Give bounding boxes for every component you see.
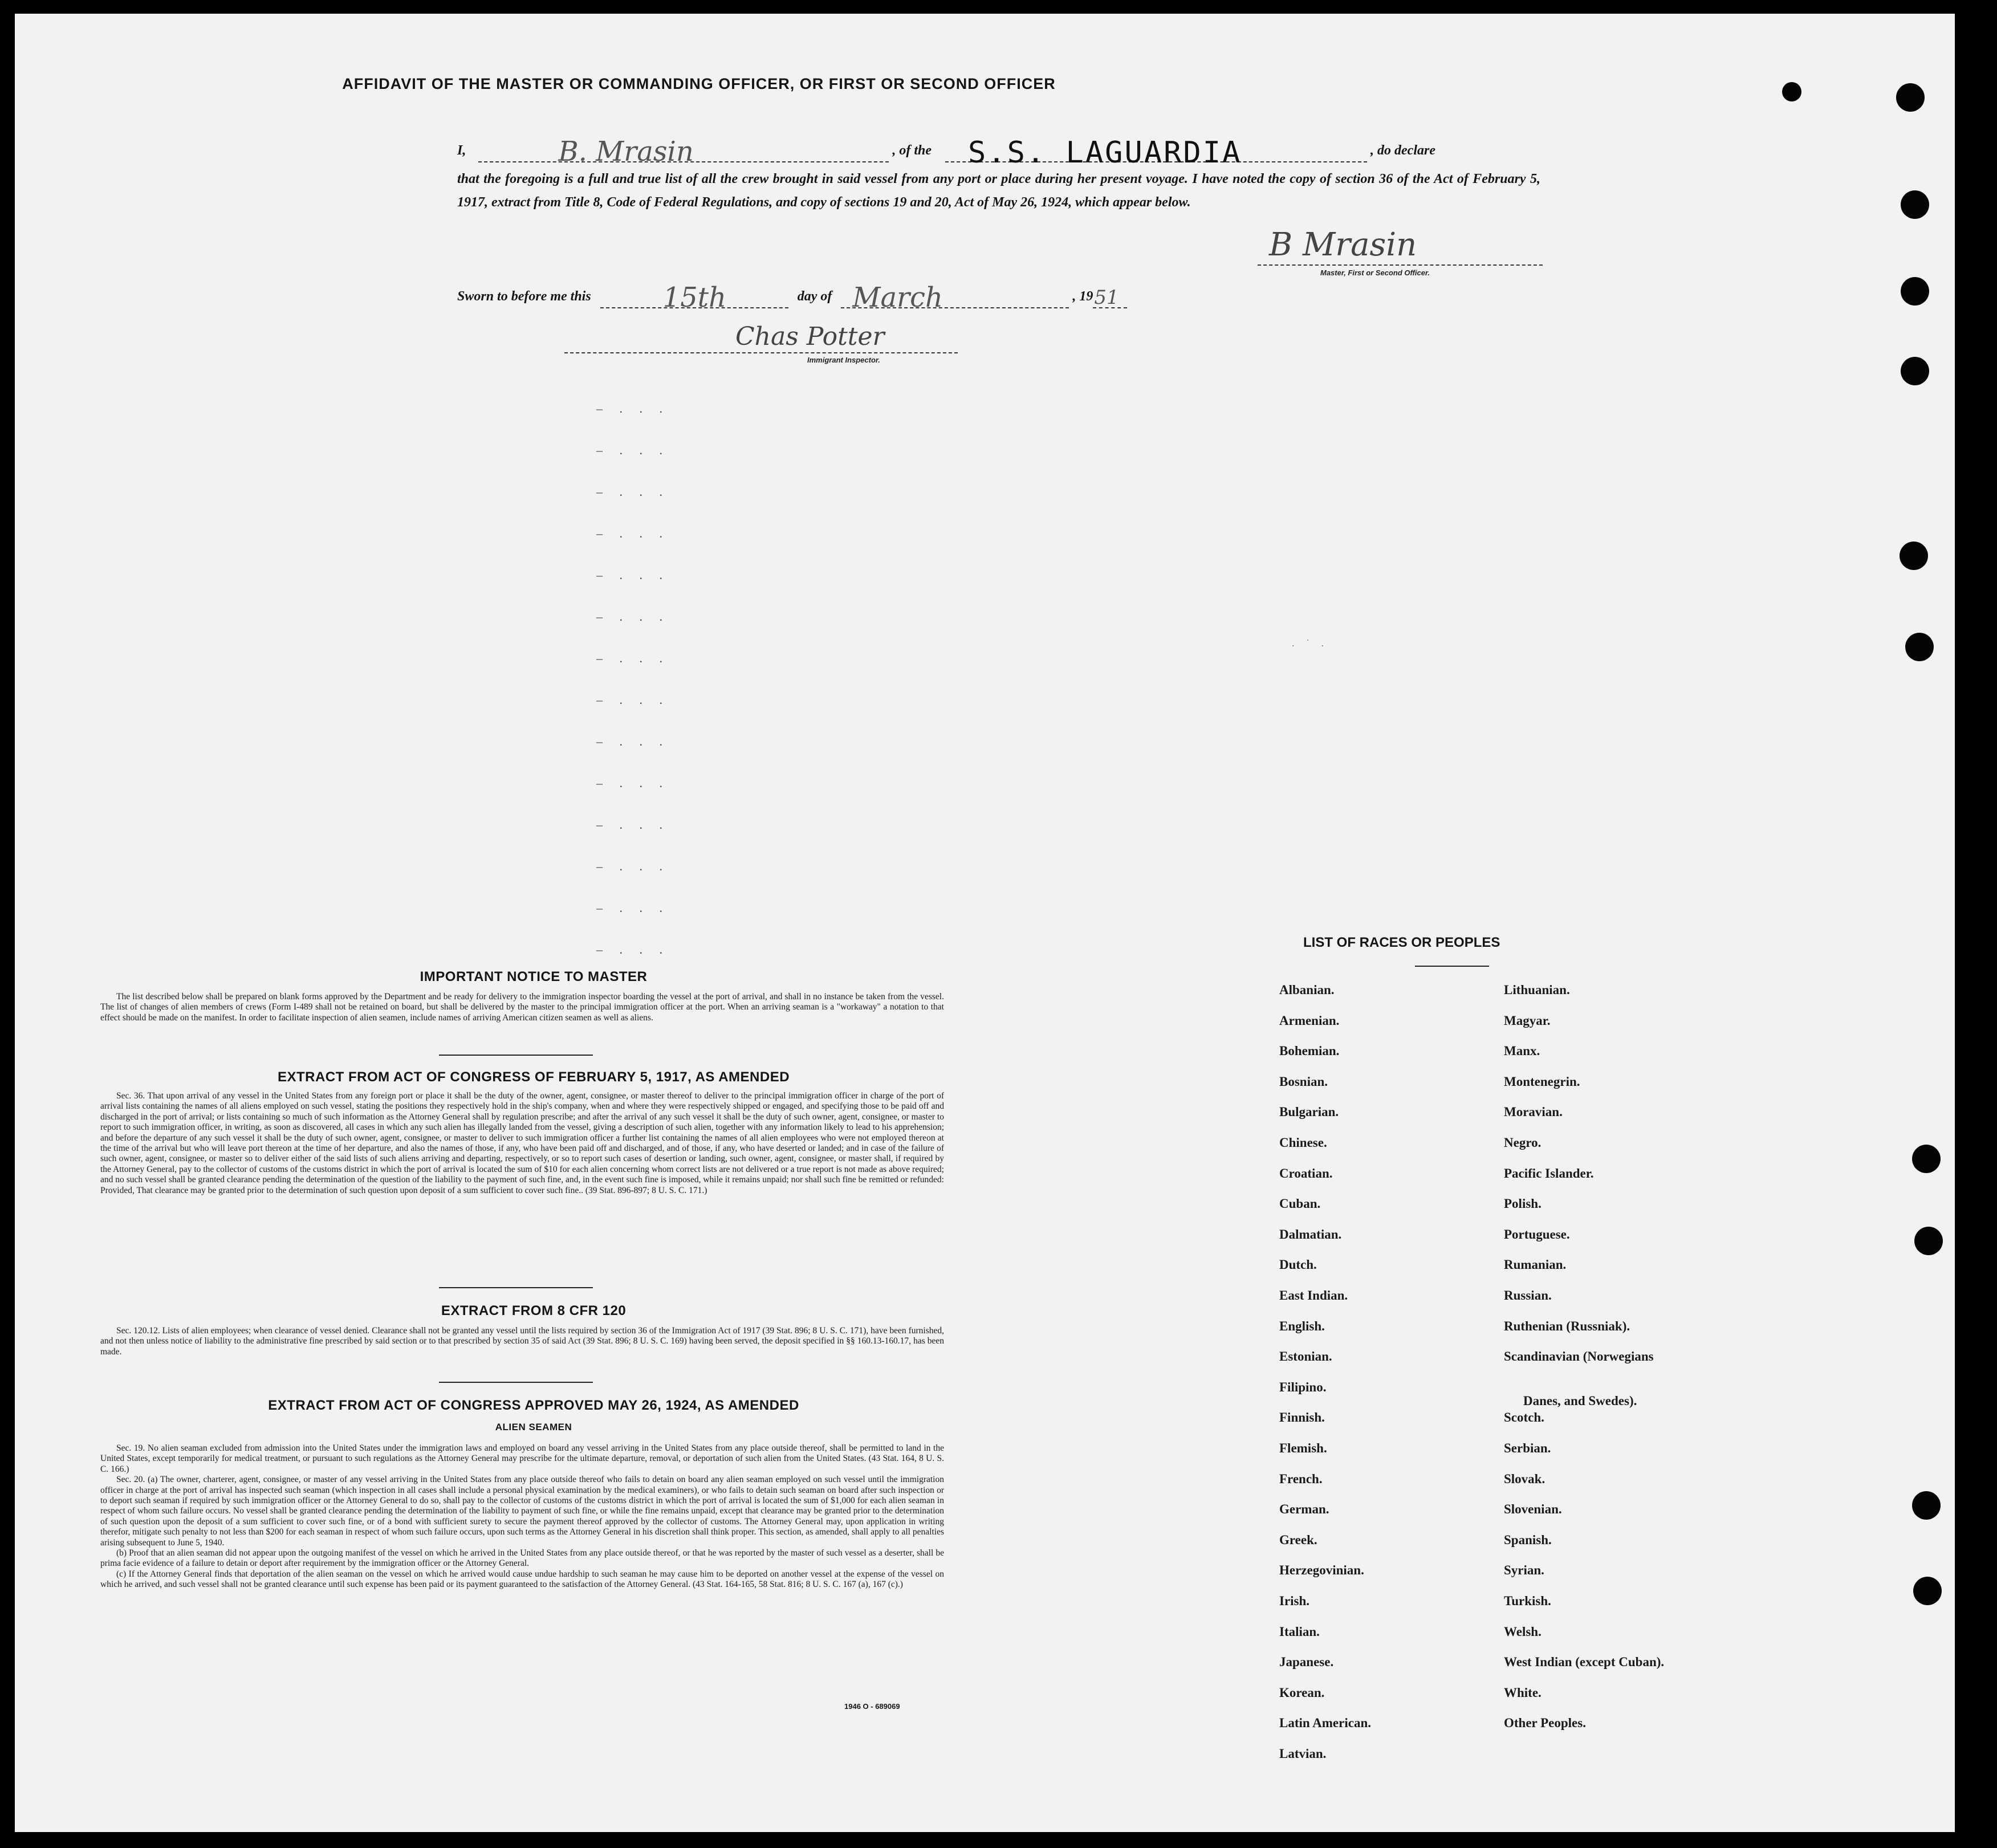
race-item: Rumanian. — [1504, 1257, 1567, 1272]
race-item: Polish. — [1504, 1196, 1542, 1211]
inspector-signature: Chas Potter — [735, 322, 885, 351]
divider — [439, 1287, 593, 1288]
year-suffix: 51 — [1094, 286, 1119, 309]
binder-hole — [1901, 190, 1929, 219]
race-item: Bulgarian. — [1279, 1105, 1339, 1120]
race-item: Cuban. — [1279, 1196, 1321, 1211]
race-item: Welsh. — [1504, 1624, 1542, 1639]
race-item: Filipino. — [1279, 1379, 1327, 1394]
race-item: English. — [1279, 1318, 1325, 1333]
sworn-line — [457, 282, 1312, 314]
year-field — [1093, 287, 1127, 308]
vessel-name: S.S. LAGUARDIA — [968, 136, 1242, 170]
inspector-signature-line — [564, 320, 958, 353]
master-signature-line — [1258, 219, 1543, 266]
race-item: Moravian. — [1504, 1105, 1563, 1120]
race-item: Bosnian. — [1279, 1074, 1328, 1089]
i-label: I, — [457, 143, 466, 158]
divider — [439, 1382, 593, 1383]
race-item: Dutch. — [1279, 1257, 1317, 1272]
race-item: Serbian. — [1504, 1441, 1551, 1455]
inspector-caption: Immigrant Inspector. — [807, 356, 880, 364]
race-item: Herzegovinian. — [1279, 1563, 1364, 1578]
binder-hole — [1896, 83, 1925, 112]
race-item: Korean. — [1279, 1685, 1325, 1700]
race-item: Scandinavian (Norwegians — [1504, 1349, 1654, 1364]
affidavit-body: that the foregoing is a full and true list of all the crew brought in said vessel from any port or place during her present voyage. I have noted the copy of section 36 of the Act of February 5, 1917, extract from Title 8, Code of Federal Regulations, and copy of sections 19 and 20, Act of May 26, 1924, which appear below. — [457, 172, 1540, 210]
do-declare-label: , do declare — [1370, 143, 1435, 158]
binder-hole — [1912, 1145, 1941, 1173]
race-item: Turkish. — [1504, 1594, 1551, 1608]
binder-hole — [1901, 277, 1929, 306]
divider — [1415, 966, 1489, 967]
binder-hole — [1901, 357, 1929, 385]
extract-1924-subtitle: ALIEN SEAMEN — [495, 1422, 572, 1432]
extract-1917-title: EXTRACT FROM ACT OF CONGRESS OF FEBRUARY 5, 1917, AS AMENDED — [277, 1069, 790, 1085]
race-item: Bohemian. — [1279, 1044, 1340, 1059]
divider — [439, 1055, 593, 1056]
officer-name-handwriting: B. Mrasin — [558, 136, 694, 168]
extract-cfr-title: EXTRACT FROM 8 CFR 120 — [441, 1303, 627, 1318]
race-item: Montenegrin. — [1504, 1074, 1580, 1089]
sworn-day: 15th — [662, 282, 726, 314]
race-item: White. — [1504, 1685, 1542, 1700]
scan-specks: . ˙ . — [1292, 637, 1328, 649]
day-of-label: day of — [797, 289, 832, 304]
race-item: Chinese. — [1279, 1135, 1327, 1150]
binder-hole — [1912, 1491, 1941, 1520]
race-item: Flemish. — [1279, 1441, 1327, 1455]
extract-1924-title: EXTRACT FROM ACT OF CONGRESS APPROVED MAY 26, 1924, AS AMENDED — [268, 1398, 799, 1413]
sec-20b-text: (b) Proof that an alien seaman did not appear upon the outgoing manifest of the vessel on which he arrived in the United States from any place outside thereof, or that he was reported by the master of such vessel as a deserter, shall be prima facie evidence of a failure to detain or deport after requirement by the immigration officer or the Attorney General. — [100, 1548, 944, 1569]
race-item: German. — [1279, 1502, 1329, 1517]
sworn-month-field — [841, 282, 1069, 314]
race-item: Armenian. — [1279, 1013, 1340, 1028]
race-item: Irish. — [1279, 1594, 1310, 1608]
print-code: 1946 O - 689069 — [844, 1702, 900, 1711]
sec-19-text: Sec. 19. No alien seaman excluded from admission into the United States under the immigration laws and employed on board any vessel arriving in the United States from any place outside thereof, shall be permitted to land in the United States, except temporarily for medical treatment, or pursuant to such regulations as the Attorney General may prescribe for the ultimate departure, removal, or deportation of such alien from the United States. (43 Stat. 164, 8 U. S. C. 166.) — [100, 1443, 944, 1474]
page-title: AFFIDAVIT OF THE MASTER OR COMMANDING OFFICER, OR FIRST OR SECOND OFFICER — [342, 75, 1056, 92]
master-signature: B Mrasin — [1269, 226, 1417, 263]
binder-hole — [1905, 633, 1934, 661]
binder-hole — [1782, 82, 1801, 101]
sec-20a-text: Sec. 20. (a) The owner, charterer, agent, consignee, or master of any vessel arriving in the United States from any place outside thereof who fails to detain on board any alien seaman employed on such vessel until the immigration officer in charge at the port of arrival has inspected such seaman (which inspection in all cases shall include a personal physical examination by the medical examiners), or who fails to detain such seaman on board after such inspection or to deport such seaman if required by such immigration officer or the Attorney General to do so, shall pay to the collector of customs of the customs district in which the port of arrival is located the sum of $1,000 for each alien seaman in respect of whom such failure occurs. No vessel shall be granted clearance pending the determination of the liability to payment of such fine, or while the fine remains unpaid, except that clearance may be granted prior to the determination of such question upon the deposit of a sum sufficient to cover such fine, or of a bond with sufficient surety to secure the payment thereof approved by the collector of customs. The Attorney General may, upon application in writing therefor, mitigate such penalty to not less than $200 for each seaman in respect of whom such failure occurs, upon such terms as the Attorney General in his discretion shall think proper. This section, as amended, shall apply to all penalties arising subsequent to June 5, 1940. — [100, 1475, 944, 1548]
race-item: Portuguese. — [1504, 1227, 1570, 1242]
race-item: Estonian. — [1279, 1349, 1332, 1364]
race-item: Manx. — [1504, 1044, 1540, 1059]
race-item: Latin American. — [1279, 1716, 1371, 1731]
race-item: Magyar. — [1504, 1013, 1551, 1028]
extract-cfr-text: Sec. 120.12. Lists of alien employees; when clearance of vessel denied. Clearance shall not be granted any vessel until the lists required by section 36 of the Immigration Act of 1917 (39 Stat. 896; 8 U. S. C. 171), have been furnished, and not then unless notice of liability to the administrative fine prescribed by said section or to that prescribed by section 35 of said Act (39 Stat. 896; 8 U. S. C. 169) having been served, the deposit specified in §§ 160.13-160.17, has been made. — [100, 1326, 944, 1357]
extract-1924-text — [100, 1443, 944, 1590]
notice-title: IMPORTANT NOTICE TO MASTER — [420, 969, 648, 984]
races-title: LIST OF RACES OR PEOPLES — [1303, 935, 1500, 950]
binder-hole — [1900, 542, 1928, 570]
race-item: Dalmatian. — [1279, 1227, 1342, 1242]
race-item: Finnish. — [1279, 1410, 1325, 1425]
race-item: French. — [1279, 1471, 1323, 1486]
master-signature-caption: Master, First or Second Officer. — [1320, 268, 1430, 277]
race-item: Danes, and Swedes). — [1523, 1393, 1637, 1408]
race-item: Russian. — [1504, 1288, 1552, 1302]
race-item: Albanian. — [1279, 983, 1335, 997]
race-item: Greek. — [1279, 1532, 1317, 1547]
race-item: Scotch. — [1504, 1410, 1544, 1425]
sec-20c-text: (c) If the Attorney General finds that deportation of the alien seaman on the vessel on which he arrived would cause undue hardship to such seaman he may cause him to be deported on another vessel at the expense of the vessel on which he arrived, and such vessel shall not be granted clearance until such expense has been paid or its payment guaranteed to the satisfaction of the Attorney General. (43 Stat. 164-165, 58 Stat. 816; 8 U. S. C. 167 (a), 167 (c).) — [100, 1569, 944, 1590]
sworn-month: March — [852, 282, 943, 314]
document-page: AFFIDAVIT OF THE MASTER OR COMMANDING OFFICER, OR FIRST OR SECOND OFFICER I, B. Mrasin , of the S.S. LAGUARDIA , do declare that the foregoing is a full and true list of all the crew brought in said vessel from any port or place during her present voyage. I have noted the copy of section 36 of the Act of February 5, 1917, extract from Title 8, Code of Federal Regulations, and copy of sections 19 and 20, Act of May 26, 1924, which appear below. B Mrasin Master, First or Second Officer. Sworn to before me this 15th day of March , 19 51 Chas Potter Immigrant Inspector. – . . . – . . . – . . . – . . . – . . . – . . . – . . . – . . . – . . . – . . . – . . . – . . . – . . . – . . . IMPORTANT NOTICE TO MASTER The list described below shall be prepared on blank forms approved by the Department and be ready for delivery to the immigration inspector boarding the vessel at the port of arrival, and shall in no instance be taken from the vessel. The list of changes of alien members of crews (Form I-489 shall not be retained on board, but shall be delivered by the master to the principal immigration officer at the port. When an arriving seaman is a "workaway" a notation to that effect should be made on the manifest. In order to facilitate inspection of alien seamen, include names of arriving American citizen seamen as well as aliens. EXTRACT FROM ACT OF CONGRESS OF FEBRUARY 5, 1917, AS AMENDED Sec. 36. That upon arrival of any vessel in the United States from any foreign port or place it shall be the duty of the owner, agent, consignee, or master thereof to deliver to the principal immigration officer in charge of the port of arrival lists containing the names of all aliens employed on such vessel, stating the positions they respectively hold in the ship's company, when and where they were respectively shipped or engaged, and specifying those to be paid off and discharged in the port of arrival; or lists containing so much of such information as the Attorney General shall by regulation prescribe; and after the arrival of any such vessel it shall be the duty of such owner, agent, consignee, or master to report to such immigration officer, in writing, as soon as discovered, all cases in which any such alien has illegally landed from the vessel, giving a description of such alien, together with any information likely to lead to his apprehension; and before the departure of any such vessel it shall be the duty of such owner, agent, consignee, or master to deliver to such immigration officer a further list containing the names of all alien employees who were not employed thereon at the time of the arrival but who will leave port thereon at the time of her departure, and also the names of those, if any, who have been paid off and discharged, and of those, if any, who have deserted or landed; and in case of the failure of such owner, agent, consignee, or master so to deliver either of the said lists of such aliens arriving and departing, respectively, or so to report such cases of desertion or landing, such owner, agent, consignee, or master shall, if required by the Attorney General, pay to the collector of customs of the customs district in which the port of arrival is located the sum of $10 for each alien concerning whom correct lists are not delivered or a true report is not made as above required; and no such vessel shall be granted clearance pending the determination of the question of the liability to the payment of such fine, and, in the event such fine is imposed, while it remains unpaid; nor shall such fine be remitted or refunded: Provided, That clearance may be granted prior to the determination of such question upon deposit of a sum sufficient to cover such fine.. (39 Stat. 896-897; 8 U. S. C. 171.) EXTRACT FROM 8 CFR 120 Sec. 120.12. Lists of alien employees; when clearance of vessel denied. Clearance shall not be granted any vessel until the lists required by section 36 of the Immigration Act of 1917 (39 Stat. 896; 8 U. S. C. 171), have been furnished, and not then unless notice of liability to the administrative fine prescribed by said section or to that prescribed by section 35 of said Act (39 Stat. 896; 8 U. S. C. 169) having been served, the deposit specified in §§ 160.13-160.17, has been made. EXTRACT FROM ACT OF CONGRESS APPROVED MAY 26, 1924, AS AMENDED ALIEN SEAMEN Sec. 19. No alien seaman excluded from admission into the United States under the immigration laws and employed on board any vessel arriving in the United States from any place outside thereof, shall be permitted to land in the United States, except temporarily for medical treatment, or pursuant to such regulations as the Attorney General may prescribe for the ultimate departure, removal, or deportation of such alien from the United States. (43 Stat. 164, 8 U. S. C. 166.) Sec. 20. (a) The owner, charterer, agent, consignee, or master of any vessel arriving in the United States from any place outside thereof who fails to detain on board any alien seaman employed on such vessel until the immigration officer in charge at the port of arrival has inspected such seaman (which inspection in all cases shall include a personal physical examination by the medical examiners), or who fails to detain such seaman on board after such inspection or to deport such seaman if required by such immigration officer or the Attorney General to do so, shall pay to the collector of customs of the customs district in which the port of arrival is located the sum of $1,000 for each alien seaman in respect of whom such failure occurs. No vessel shall be granted clearance pending the determination of the liability to payment of such fine, or while the fine remains unpaid, except that clearance may be granted prior to the determination of such question upon the deposit of a sum sufficient to cover such fine, or of a bond with sufficient surety to secure the payment thereof approved by the collector of customs. The Attorney General may, upon application in writing therefor, mitigate such penalty to not less than $200 for each seaman in respect of whom such failure occurs, upon such terms as the Attorney General in his discretion shall think proper. This section, as amended, shall apply to all penalties arising subsequent to June 5, 1940. (b) Proof that an alien seaman did not appear upon the outgoing manifest of the vessel on which he arrived in the United States from any place outside thereof, or that he was reported by the master of such vessel as a deserter, shall be prima facie evidence of a failure to detain or deport after requirement by the immigration officer or the Attorney General. (c) If the Attorney General finds that deportation of the alien seaman on the vessel on which he arrived would cause undue hardship to such seaman he may cause him to be deported on another vessel at the expense of the vessel on which he arrived, and such vessel shall not be granted clearance until such expense has been paid or its payment guaranteed to the satisfaction of the Attorney General. (43 Stat. 164-165, 58 Stat. 816; 8 U. S. C. 167 (a), 167 (c).) 1946 O - 689069 LIST OF RACES OR PEOPLES . ˙ . Albanian. Armenian. Bohemian. Bosnian. Bulgarian. Chinese. Croatian. Cuban. Dalmatian. Dutch. East Indian. English. Estonian. Filipino. Finnish. Flemish. French. German. Greek. Herzegovinian. Irish. Italian. Japanese. Korean. Latin American. Latvian. Lithuanian. Magyar. Manx. Montenegrin. Moravian. Negro. Pacific Islander. Polish. Portuguese. Rumanian. Russian. Ruthenian (Russniak). Scandinavian (Norwegians Danes, and Swedes). Scotch. Serbian. Slovak. Slovenian. Spanish. Syrian. Turkish. Welsh. West Indian (except Cuban). White. Other Peoples. — [15, 14, 1955, 1832]
race-item: Italian. — [1279, 1624, 1320, 1639]
race-item: Lithuanian. — [1504, 983, 1570, 997]
race-item: Spanish. — [1504, 1532, 1552, 1547]
year-prefix: , 19 — [1072, 289, 1093, 304]
binder-hole — [1914, 1227, 1943, 1255]
officer-name-field — [478, 136, 889, 168]
vessel-name-field — [945, 136, 1367, 170]
race-item: Slovak. — [1504, 1471, 1545, 1486]
race-item: Croatian. — [1279, 1166, 1333, 1181]
race-item: East Indian. — [1279, 1288, 1348, 1302]
race-item: Other Peoples. — [1504, 1716, 1586, 1731]
race-item: Latvian. — [1279, 1747, 1327, 1761]
race-item: Slovenian. — [1504, 1502, 1562, 1517]
extract-1917-text: Sec. 36. That upon arrival of any vessel in the United States from any foreign port or place it shall be the duty of the owner, agent, consignee, or master thereof to deliver to the principal immigration officer in charge of the port of arrival lists containing the names of all aliens employed on such vessel, stating the positions they respectively hold in the ship's company, when and where they were respectively shipped or engaged, and specifying those to be paid off and discharged in the port of arrival; or lists containing so much of such information as the Attorney General shall by regulation prescribe; and after the arrival of any such vessel it shall be the duty of such owner, agent, consignee, or master to report to such immigration officer, in writing, as soon as discovered, all cases in which any such alien has illegally landed from the vessel, giving a description of such alien, together with any information likely to lead to his apprehension; and before the departure of any such vessel it shall be the duty of such owner, agent, consignee, or master to deliver to such immigration officer a further list containing the names of all alien employees who were not employed thereon at the time of the arrival but who will leave port thereon at the time of her departure, and also the names of those, if any, who have been paid off and discharged, and of those, if any, who have deserted or landed; and in case of the failure of such owner, agent, consignee, or master so to deliver either of the said lists of such aliens arriving and departing, respectively, or so to report such cases of desertion or landing, such owner, agent, consignee, or master shall, if required by the Attorney General, pay to the collector of customs of the customs district in which the port of arrival is located the sum of $10 for each alien concerning whom correct lists are not delivered or a true report is not made as above required; and no such vessel shall be granted clearance pending the determination of the question of the liability to the payment of such fine, and, in the event such fine is imposed, while it remains unpaid; nor shall such fine be remitted or refunded: Provided, That clearance may be granted prior to the determination of such question upon deposit of a sum sufficient to cover such fine.. (39 Stat. 896-897; 8 U. S. C. 171.) — [100, 1091, 944, 1195]
of-the-label: , of the — [892, 143, 932, 158]
sworn-day-field — [600, 282, 788, 314]
affidavit-block — [457, 136, 1540, 214]
sworn-label: Sworn to before me this — [457, 289, 591, 304]
race-item: Negro. — [1504, 1135, 1542, 1150]
race-item: Japanese. — [1279, 1655, 1334, 1670]
binder-hole — [1913, 1577, 1942, 1605]
notice-text: The list described below shall be prepared on blank forms approved by the Department and be ready for delivery to the immigration inspector boarding the vessel at the port of arrival, and shall in no instance be taken from the vessel. The list of changes of alien members of crews (Form I-489 shall not be retained on board, but shall be delivered by the master to the principal immigration officer at the port. When an arriving seaman is a "workaway" a notation to that effect should be made on the manifest. In order to facilitate inspection of alien seamen, include names of arriving American citizen seamen as well as aliens. — [100, 992, 944, 1023]
race-item: Ruthenian (Russniak). — [1504, 1318, 1630, 1333]
race-item: Syrian. — [1504, 1563, 1544, 1578]
race-item: West Indian (except Cuban). — [1504, 1655, 1665, 1670]
race-item: Pacific Islander. — [1504, 1166, 1594, 1181]
